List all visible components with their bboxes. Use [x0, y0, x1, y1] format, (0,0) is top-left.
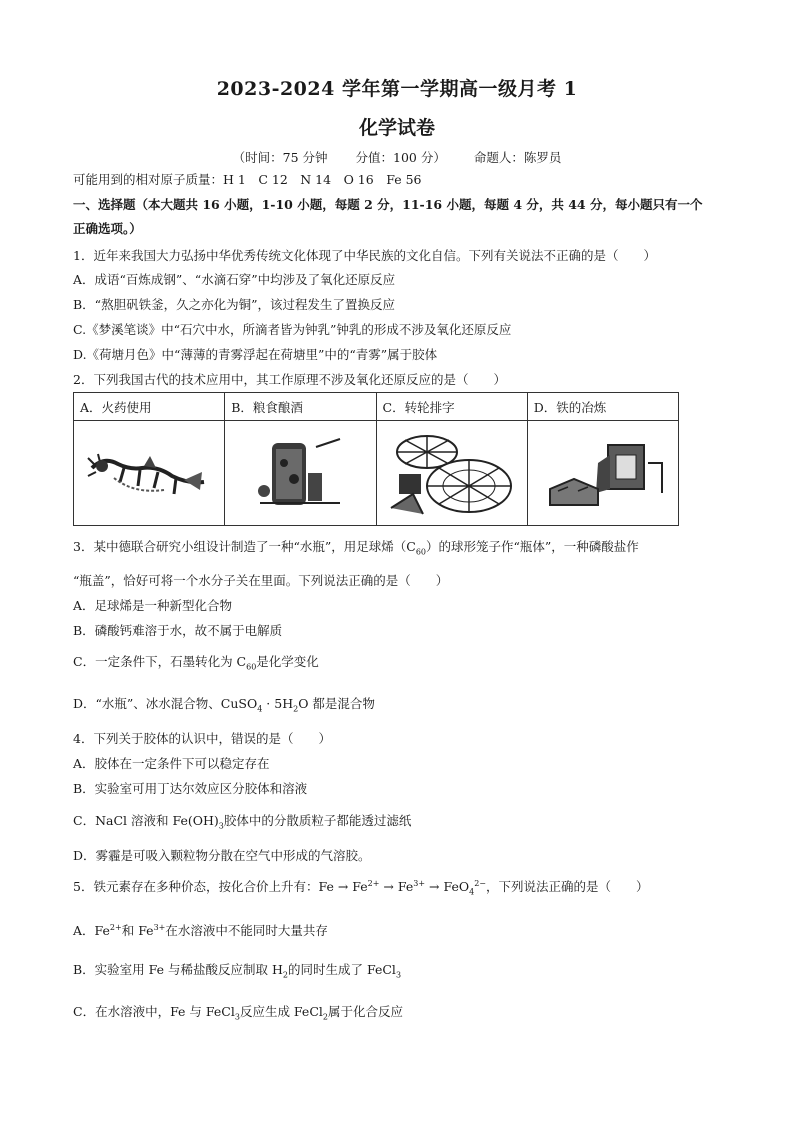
atomic-masses: 可能用到的相对原子质量：H 1 C 12 N 14 O 16 Fe 56 [73, 172, 422, 187]
q5-stem: 5．铁元素存在多种价态，按化合价上升有：$Fe \to Fe^{2+} \to Fe^{3+} \to FeO_4^{2-}$，下列说法正确的是（ ） [73, 878, 649, 897]
q2-option-a: A．火药使用 [74, 393, 225, 421]
gunpowder-dragon-illustration [84, 438, 214, 508]
q3-stem-line2: “瓶盖”，恰好可将一个水分子关在里面。下列说法正确的是（ ） [73, 573, 449, 588]
exam-title: 2023-2024 学年第一学期高一级月考 1 [216, 78, 578, 100]
q2-option-c: C．转轮排字 [376, 393, 527, 421]
q3-option-d: D．“水瓶”、冰水混合物、CuSO$_4$ · $5H_2O$ 都是混合物 [73, 696, 375, 714]
q3-option-b: B．磷酸钙难溶于水，故不属于电解质 [73, 623, 283, 638]
q1-option-d: D.《荷塘月色》中“薄薄的青雾浮起在荷塘里”中的“青雾”属于胶体 [73, 347, 438, 362]
q2-option-d: D．铁的冶炼 [527, 393, 678, 421]
q5-option-b: B．实验室用 Fe 与稀盐酸反应制取 $H_2$的同时生成了 FeCl$_3$ [73, 962, 402, 980]
q5-option-c: C．在水溶液中，Fe 与 FeCl$_3$反应生成 FeCl$_2$属于化合反应 [73, 1004, 403, 1022]
q1-option-a: A．成语“百炼成钢”、“水滴石穿”中均涉及了氧化还原反应 [73, 272, 396, 287]
q1-option-c: C.《梦溪笔谈》中“石穴中水，所滴者皆为钟乳”钟乳的形成不涉及氧化还原反应 [73, 322, 512, 337]
q1-option-b: B．“熬胆矾铁釜，久之亦化为铜”，该过程发生了置换反应 [73, 297, 395, 312]
q2-option-b: B．粮食酿酒 [225, 393, 376, 421]
q1-stem: 1．近年来我国大力弘扬中华优秀传统文化体现了中华民族的文化自信。下列有关说法不正确的是（ ） [73, 248, 656, 263]
q5-option-a: A．$Fe^{2+}$和 $Fe^{3+}$在水溶液中不能同时大量共存 [73, 922, 328, 938]
q3-option-c: C．一定条件下，石墨转化为 $C_{60}$是化学变化 [73, 654, 319, 672]
q2-options-table [73, 392, 679, 526]
q4-option-d: D．雾霾是可吸入颗粒物分散在空气中形成的气溶胶。 [73, 848, 371, 863]
q4-option-b: B．实验室可用丁达尔效应区分胶体和溶液 [73, 781, 308, 796]
type-wheel-illustration [387, 428, 517, 518]
section-heading-line1: 一、选择题（本大题共 16 小题，1-10 小题，每题 2 分，11-16 小题，每题 4 分，共 44 分，每小题只有一个 [73, 197, 703, 212]
q3-stem-line1: 3．某中德联合研究小组设计制造了一种“水瓶”，用足球烯$(C_{60})$的球形笼子作“瓶体”，一种磷酸盐作 [73, 539, 639, 557]
q2-stem: 2．下列我国古代的技术应用中，其工作原理不涉及氧化还原反应的是（ ） [73, 372, 506, 387]
exam-author: 命题人：陈罗员 [473, 150, 562, 165]
exam-score: 分值：100 分） [355, 150, 446, 165]
exam-meta [0, 148, 794, 166]
exam-subtitle: 化学试卷 [358, 117, 435, 139]
exam-time: （时间：75 分钟 [232, 150, 328, 165]
q4-option-c: C．NaCl 溶液和 $Fe(OH)_3$胶体中的分散质粒子都能透过滤纸 [73, 813, 412, 831]
q4-option-a: A．胶体在一定条件下可以稳定存在 [73, 756, 270, 771]
q3-option-a: A．足球烯是一种新型化合物 [73, 598, 233, 613]
iron-smelting-illustration [538, 433, 668, 513]
brewing-vessel-illustration [250, 433, 350, 513]
section-heading-line2: 正确选项。） [73, 221, 142, 236]
q4-stem: 4．下列关于胶体的认识中，错误的是（ ） [73, 731, 331, 746]
